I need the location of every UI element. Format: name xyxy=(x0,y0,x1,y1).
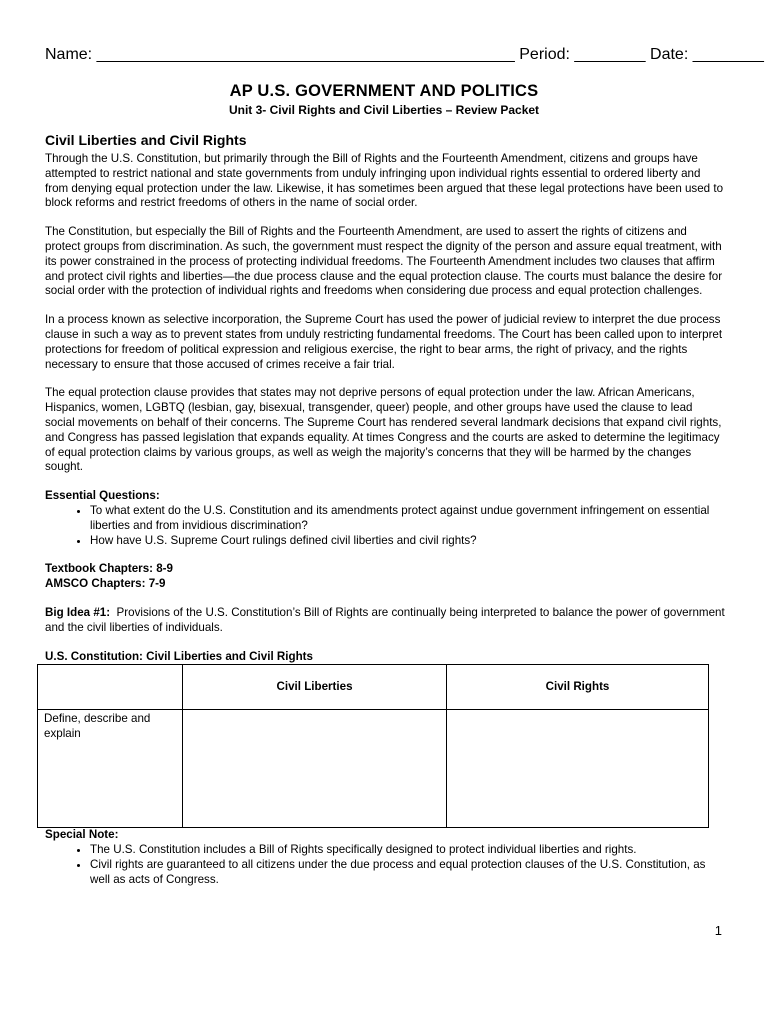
big-idea-label: Big Idea #1: xyxy=(45,605,111,619)
date-field[interactable]: Date: ________ xyxy=(650,46,764,63)
table-header-row xyxy=(38,665,709,710)
civil-rights-answer-cell[interactable] xyxy=(447,710,709,828)
page-number: 1 xyxy=(714,923,722,938)
textbook-chapters: Textbook Chapters: 8-9 xyxy=(45,562,173,576)
amsco-chapters: AMSCO Chapters: 7-9 xyxy=(45,577,166,591)
table-header-cell: Civil Rights xyxy=(447,665,709,710)
essential-questions-heading: Essential Questions: xyxy=(45,489,160,503)
table-header-cell: Civil Liberties xyxy=(183,665,447,710)
paragraph-equal-protection: The equal protection clause provides that states may not deprive persons of equal protection under the law. African Americans, Hispanics, women, LGBTQ (lesbian, gay, bisexual, transgender, queer) people, and other groups have used the clause to lead social movements on behalf of their concerns. The Supreme Court has rendered several landmark decisions that expand civil rights, and Congress has passed legislation that expands equality. At times Congress and the courts are asked to determine the legitimacy of equal protection claims by various groups, as well as weigh the majority’s concerns that they will be harmed by the changes sought. xyxy=(45,386,722,474)
paragraph-intro: Through the U.S. Constitution, but primarily through the Bill of Rights and the Fourteenth Amendment, citizens and groups have attempted to restrict national and state governments from unduly infringing upon individual rights essential to ordered liberty and from denying equal protection under the law. Likewise, it has sometimes been argued that these legal protections have been used to block reforms and restrict freedoms of others in the name of social order. xyxy=(45,152,724,210)
list-item: • The U.S. Constitution includes a Bill of Rights specifically designed to protect individual liberties and rights. xyxy=(90,843,725,858)
document-body xyxy=(45,132,725,888)
table-header-cell xyxy=(38,665,183,710)
civil-liberties-answer-cell[interactable] xyxy=(183,710,447,828)
liberties-rights-table xyxy=(37,664,709,828)
list-item: • To what extent do the U.S. Constitution and its amendments protect against undue government infringement on essential liberties and from invidious discrimination? xyxy=(90,504,725,534)
period-field[interactable]: Period: ________ xyxy=(519,46,646,63)
special-note-list xyxy=(45,843,725,887)
big-idea xyxy=(45,606,725,636)
chapters-block xyxy=(45,562,725,592)
paragraph-constitution: The Constitution, but especially the Bill of Rights and the Fourteenth Amendment, are used to assert the rights of citizens and protect groups from discrimination. As such, the government must respect the dignity of the person and assure equal treatment, with its power constrained in the process of protecting individual freedoms. The Fourteenth Amendment includes two clauses that affirm and protect civil rights and liberties—the due process clause and the equal protection clause. The courts must balance the desire for social order with the protection of individual rights and freedoms when considering due process and equal protection challenges. xyxy=(45,225,723,298)
list-item: • Civil rights are guaranteed to all citizens under the due process and equal protection clauses of the U.S. Constitution, as well as acts of Congress. xyxy=(90,858,725,888)
big-idea-text: Provisions of the U.S. Constitution’s Bill of Rights are continually being interpreted to balance the power of government and the civil liberties of individuals. xyxy=(45,605,725,634)
document-subtitle: Unit 3- Civil Rights and Civil Liberties – Review Packet xyxy=(228,103,540,117)
table-title: U.S. Constitution: Civil Liberties and Civil Rights xyxy=(45,649,313,663)
section-heading: Civil Liberties and Civil Rights xyxy=(45,132,247,148)
list-item: • How have U.S. Supreme Court rulings defined civil liberties and civil rights? xyxy=(90,534,725,549)
document-title: AP U.S. GOVERNMENT AND POLITICS xyxy=(229,82,539,100)
essential-questions xyxy=(45,489,725,548)
student-info-line xyxy=(45,46,764,64)
essential-questions-list xyxy=(45,504,725,548)
paragraph-selective-incorporation: In a process known as selective incorporation, the Supreme Court has used the power of judicial review to interpret the due process clause in such a way as to prevent states from unduly restricting fundamental freedoms. The Court has been called upon to interpret protections for freedom of political expression and religious exercise, the right to bear arms, the right of privacy, and the rights necessary to ensure that those accused of crimes receive a fair trial. xyxy=(45,313,723,371)
name-field[interactable]: Name: _______________________________________________ xyxy=(45,46,515,63)
special-note-heading: Special Note: xyxy=(45,828,119,842)
table-row xyxy=(38,710,709,828)
table-row-label: Define, describe and explain xyxy=(38,710,183,828)
